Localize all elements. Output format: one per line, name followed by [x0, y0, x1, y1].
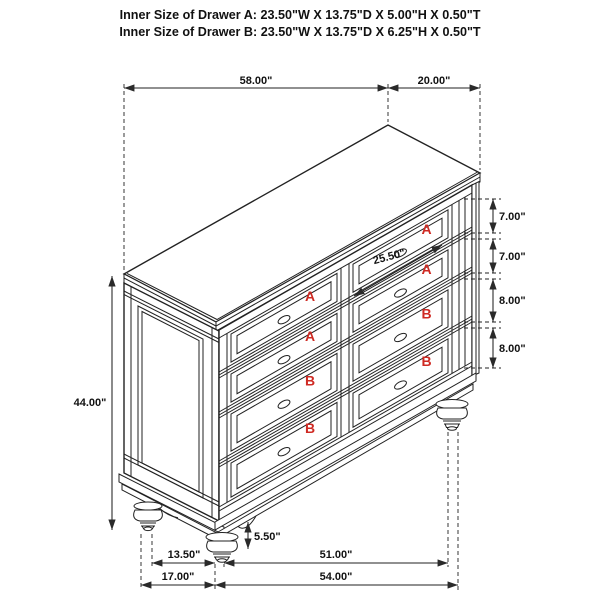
- drawer-label: A: [421, 261, 432, 278]
- dim-label-drawer4-height: 8.00": [499, 343, 526, 355]
- drawer-label: B: [304, 419, 316, 436]
- dim-label-overall-height: 44.00": [73, 397, 107, 409]
- title-line-b: Inner Size of Drawer B: 23.50"W X 13.75"D X 6.25"H X 0.50"T: [119, 25, 481, 39]
- dim-label-leg-span-left: 13.50": [167, 549, 201, 561]
- drawer-label: A: [304, 327, 316, 344]
- dim-overall-height: [74, 276, 112, 530]
- dim-label-drawer3-height: 8.00": [499, 295, 526, 307]
- drawer-label: A: [421, 221, 432, 238]
- drawer-label: A: [304, 287, 316, 304]
- leg-front-right: [436, 400, 468, 431]
- drawer-label: B: [421, 353, 432, 370]
- drawer-label: B: [304, 372, 316, 389]
- dim-leg-height: [248, 522, 281, 549]
- leg-front-left: [206, 533, 238, 563]
- dim-label-leg-span-right: 51.00": [319, 549, 353, 561]
- title-line-a: Inner Size of Drawer A: 23.50"W X 13.75"D X 5.00"H X 0.50"T: [119, 8, 481, 22]
- dim-label-top-width: 58.00": [239, 75, 273, 87]
- dim-label-drawer2-height: 7.00": [499, 251, 526, 263]
- dim-label-overall-left: 17.00": [161, 571, 195, 583]
- dim-label-opening-width: 25.50": [371, 247, 407, 268]
- leg-back-left: [134, 502, 163, 531]
- dim-label-leg-height: 5.50": [254, 531, 281, 543]
- drawer-label: B: [421, 305, 432, 322]
- dim-label-overall-right: 54.00": [319, 571, 353, 583]
- dim-label-top-depth: 20.00": [417, 75, 451, 87]
- dim-label-drawer1-height: 7.00": [499, 211, 526, 223]
